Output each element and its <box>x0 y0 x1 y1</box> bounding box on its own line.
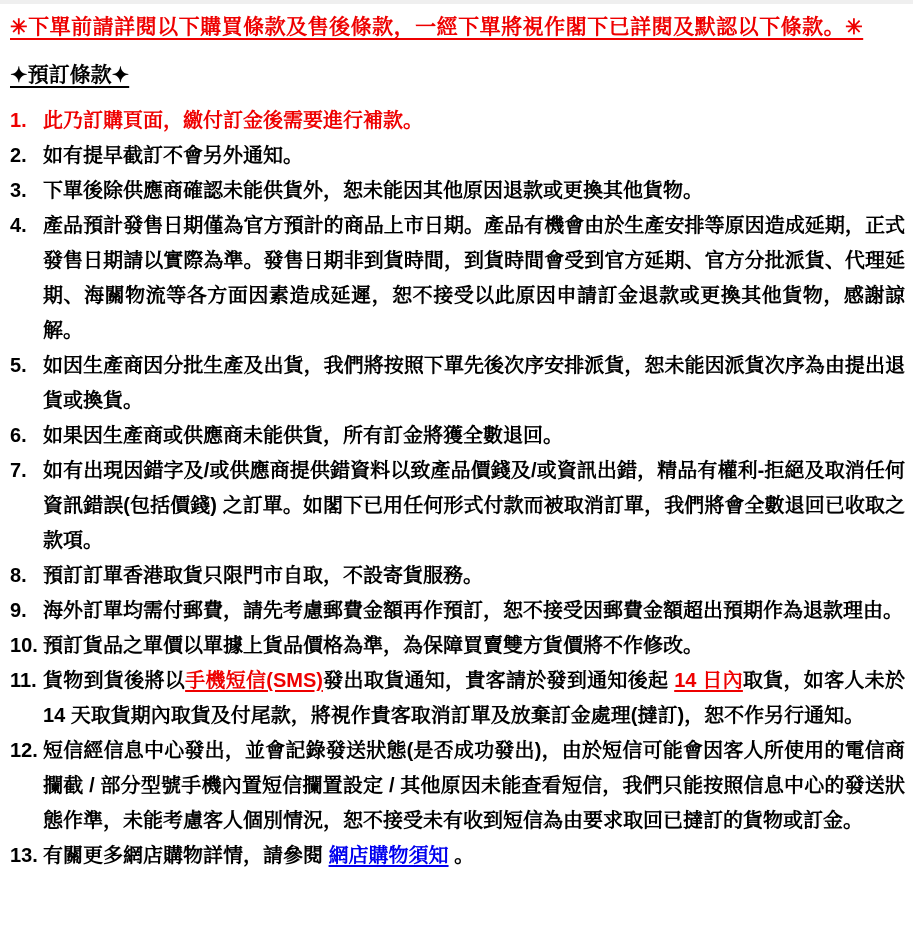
term-item <box>10 349 905 419</box>
term-number: 11. <box>10 670 37 692</box>
term-text <box>43 349 905 419</box>
term-item <box>10 734 905 839</box>
purchase-notice-header-text: ✳下單前請詳閱以下購買條款及售後條款，一經下單將視作閣下已詳閱及默認以下條款。✳ <box>10 16 864 39</box>
term-text <box>43 139 905 174</box>
term-text-segment: 取貨，如客人未於 14 天取貨期內取貨及付尾款，將視作貴客取消訂單及放棄訂金處理(撻訂)，恕不作另行通知。 <box>43 670 905 727</box>
term-item <box>10 839 905 874</box>
top-strip <box>0 0 913 4</box>
term-number: 9. <box>10 600 27 622</box>
term-text <box>43 629 905 664</box>
term-text-segment: 如有出現因錯字及/或供應商提供錯資料以致產品價錢及/或資訊出錯，精品有權利-拒絕及取消任何資訊錯誤(包括價錢) 之訂單。如閣下已用任何形式付款而被取消訂單，我們將會全數退回已收取之款項。 <box>43 460 905 552</box>
term-number: 6. <box>10 425 27 447</box>
terms-document <box>0 12 913 874</box>
term-number: 3. <box>10 180 27 202</box>
term-text-segment: 短信經信息中心發出，並會記錄發送狀態(是否成功發出)，由於短信可能會因客人所使用的電信商攔截 / 部分型號手機內置短信攔置設定 / 其他原因未能查看短信，我們只能按照信息中心的發送狀態作準，未能考慮客人個別情況，恕不接受未有收到短信為由要求取回已撻訂的貨物或訂金。 <box>43 740 905 832</box>
term-number: 5. <box>10 355 27 377</box>
term-item <box>10 594 905 629</box>
term-text-segment: 產品預計發售日期僅為官方預計的商品上市日期。產品有機會由於生產安排等原因造成延期，正式發售日期請以實際為準。發售日期非到貨時間，到貨時間會受到官方延期、官方分批派貨、代理延期、海關物流等各方面因素造成延遲，恕不接受以此原因申請訂金退款或更換其他貨物，感謝諒解。 <box>43 215 905 342</box>
term-text-segment: 發出取貨通知，貴客請於發到通知後起 <box>322 670 675 692</box>
term-text <box>43 419 905 454</box>
term-text-segment: 。 <box>448 845 475 867</box>
purchase-notice-header <box>10 12 905 44</box>
term-item <box>10 454 905 559</box>
store-shopping-notice-link[interactable]: 網店購物須知 <box>328 845 449 867</box>
term-item <box>10 559 905 594</box>
term-number: 8. <box>10 565 27 587</box>
term-item <box>10 104 905 139</box>
term-text-segment: 下單後除供應商確認未能供貨外，恕未能因其他原因退款或更換其他貨物。 <box>43 180 703 202</box>
term-text <box>43 209 905 349</box>
term-number: 7. <box>10 460 27 482</box>
term-text <box>43 559 905 594</box>
term-item <box>10 209 905 349</box>
term-text-segment: 預訂訂單香港取貨只限門市自取，不設寄貨服務。 <box>43 565 483 587</box>
section-title-text: ✦預訂條款✦ <box>10 64 130 87</box>
term-text-segment: 如有提早截訂不會另外通知。 <box>43 145 303 167</box>
term-item <box>10 629 905 664</box>
term-text <box>43 734 905 839</box>
term-text-segment: 如果因生產商或供應商未能供貨，所有訂金將獲全數退回。 <box>43 425 563 447</box>
term-number: 13. <box>10 845 38 867</box>
red-underline-highlight: 手機短信(SMS) <box>185 670 323 692</box>
term-number: 1. <box>10 110 27 132</box>
term-text <box>43 594 905 629</box>
section-title <box>10 61 905 91</box>
term-text-segment: 預訂貨品之單價以單據上貨品價格為準，為保障買賣雙方貨價將不作修改。 <box>43 635 703 657</box>
term-number: 2. <box>10 145 27 167</box>
red-underline-highlight: 14 日內 <box>674 670 743 692</box>
term-number: 4. <box>10 215 27 237</box>
term-item <box>10 419 905 454</box>
term-item <box>10 139 905 174</box>
term-text <box>43 174 905 209</box>
term-text-segment: 此乃訂購頁面，繳付訂金後需要進行補款。 <box>43 110 423 132</box>
term-item <box>10 174 905 209</box>
term-number: 10. <box>10 635 38 657</box>
term-text-segment: 海外訂單均需付郵費，請先考慮郵費金額再作預訂，恕不接受因郵費金額超出預期作為退款理由。 <box>43 600 903 622</box>
term-text-segment: 如因生產商因分批生產及出貨，我們將按照下單先後次序安排派貨，恕未能因派貨次序為由提出退貨或換貨。 <box>43 355 905 412</box>
term-text <box>43 454 905 559</box>
term-text-segment: 有關更多網店購物詳情，請參閱 <box>43 845 329 867</box>
term-number: 12. <box>10 740 38 762</box>
term-text <box>43 664 905 734</box>
term-text-segment: 貨物到貨後將以 <box>43 670 186 692</box>
term-text <box>43 839 905 874</box>
terms-list <box>10 104 905 874</box>
term-item <box>10 664 905 734</box>
term-text <box>43 104 905 139</box>
